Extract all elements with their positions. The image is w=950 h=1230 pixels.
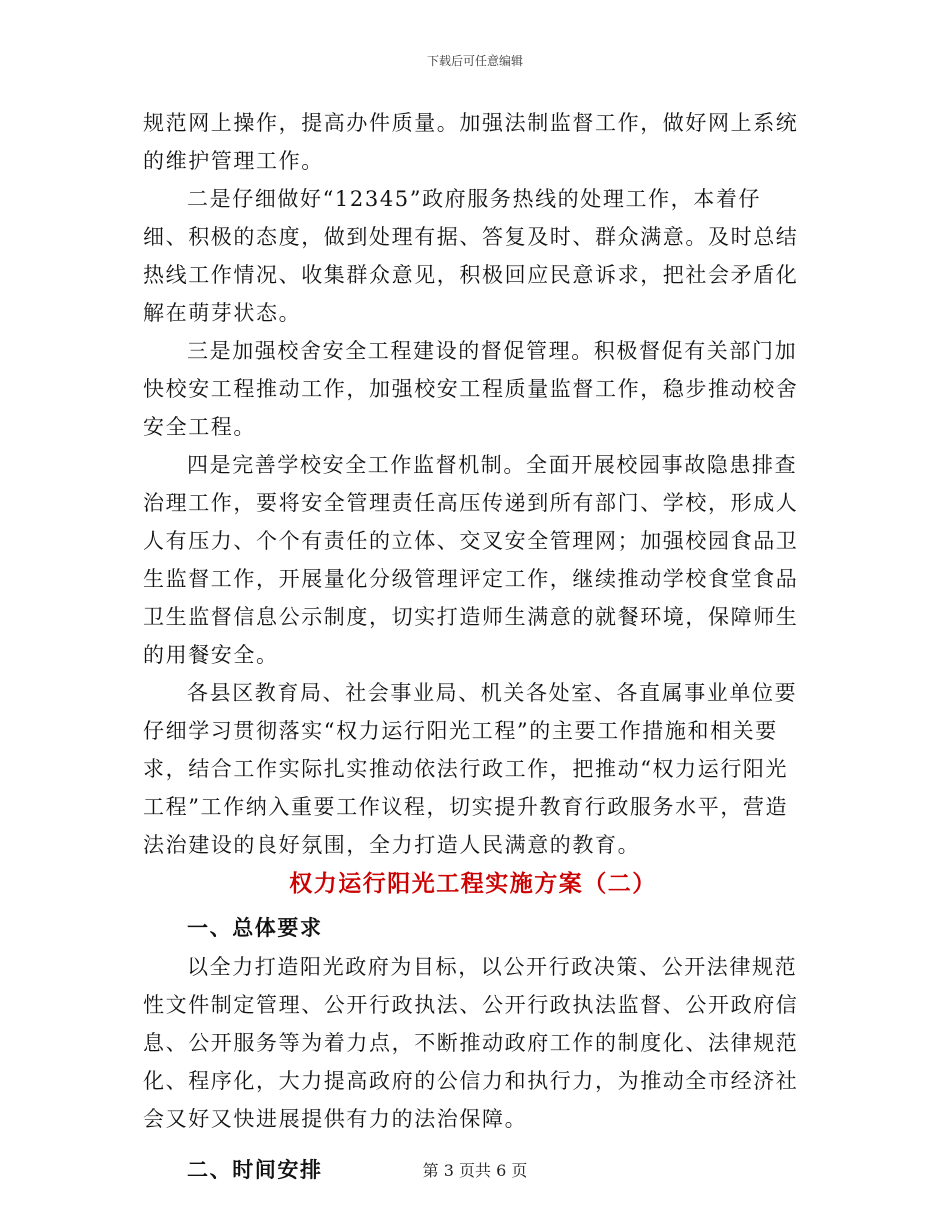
paragraph-continuation: 规范网上操作，提高办件质量。加强法制监督工作，做好网上系统的维护管理工作。 [143, 111, 799, 173]
paragraph-overall-requirements: 以全力打造阳光政府为目标，以公开行政决策、公开法律规范性文件制定管理、公开行政执法、公开行政执法监督、公开政府信息、公开服务等为着力点，不断推动政府工作的制度化、法律规范化、程序化，大力提高政府的公信力和执行力，为推动全市经济社会又好又快进展提供有力的法治保障。 [143, 955, 799, 1131]
section-title: 权力运行阳光工程实施方案（二） [289, 870, 657, 897]
page-footer: 第 3 页共 6 页 [422, 1161, 528, 1180]
heading-time-schedule: 二、时间安排 [187, 1157, 323, 1182]
page-header: 下载后可任意编辑 [426, 54, 523, 68]
paragraph-item-2: 二是仔细做好“12345”政府服务热线的处理工作，本着仔细、积极的态度，做到处理有据、答复及时、群众满意。及时总结热线工作情况、收集群众意见，积极回应民意诉求，把社会矛盾化解在萌芽状态。 [143, 187, 799, 325]
paragraph-closing: 各县区教育局、社会事业局、机关各处室、各直属事业单位要仔细学习贯彻落实“权力运行阳光工程”的主要工作措施和相关要求，结合工作实际扎实推动依法行政工作，把推动“权力运行阳光工程”工作纳入重要工作议程，切实提升教育行政服务水平，营造法治建设的良好氛围，全力打造人民满意的教育。 [143, 681, 798, 857]
paragraph-item-4: 四是完善学校安全工作监督机制。全面开展校园事故隐患排查治理工作，要将安全管理责任高压传递到所有部门、学校，形成人人有压力、个个有责任的立体、交叉安全管理网；加强校园食品卫生监督工作，开展量化分级管理评定工作，继续推动学校食堂食品卫生监督信息公示制度，切实打造师生满意的就餐环境，保障师生的用餐安全。 [143, 453, 799, 667]
document-body [143, 104, 803, 1190]
heading-overall-requirements: 一、总体要求 [187, 915, 323, 940]
paragraph-item-3: 三是加强校舍安全工程建设的督促管理。积极督促有关部门加快校安工程推动工作，加强校安工程质量监督工作，稳步推动校舍安全工程。 [143, 339, 799, 439]
